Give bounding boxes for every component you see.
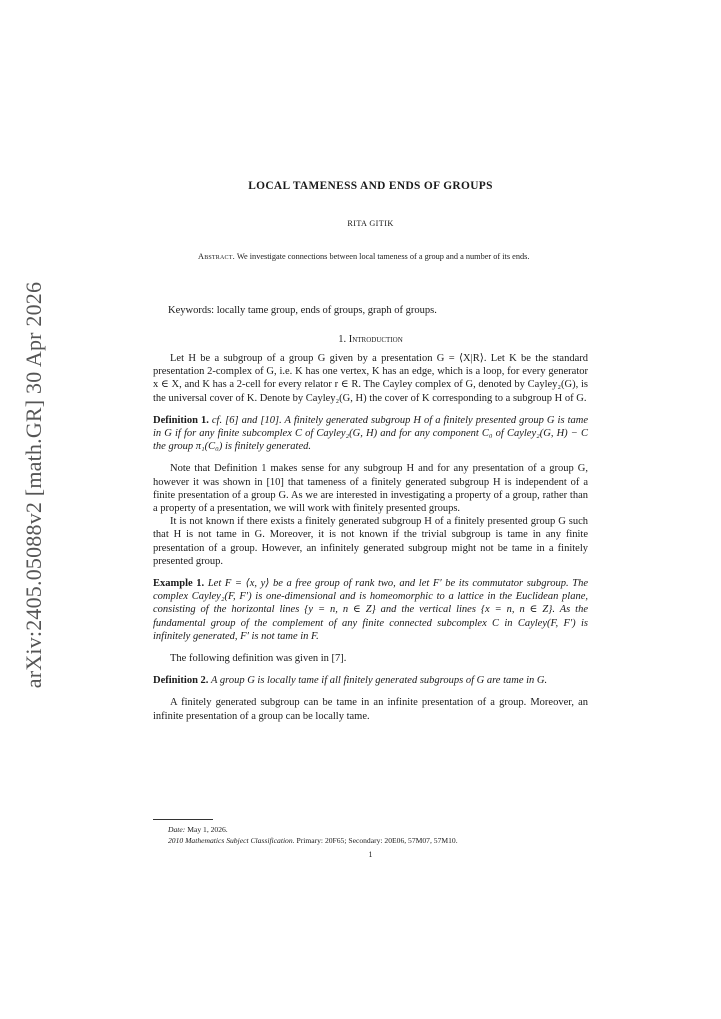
intro-paragraph-3: It is not known if there exists a finitely generated subgroup H of a finitely presented group G such that H is not tame in G. Moreover, it is not known if the trivial subgroup is tame in any finite presentation of a group. However, an infinitely generated subgroup might not be tame in a finitely presented group. <box>153 516 588 567</box>
definition-2 <box>153 674 588 687</box>
abstract <box>198 251 546 262</box>
arxiv-sidebar-stamp <box>8 281 60 689</box>
section-heading <box>153 334 588 345</box>
section-title: Introduction <box>348 334 403 345</box>
paper-title: LOCAL TAMENESS AND ENDS OF GROUPS <box>248 180 493 192</box>
section-body <box>153 352 588 723</box>
paper-author: RITA GITIK <box>347 219 394 228</box>
keywords-line: Keywords: locally tame group, ends of groups, graph of groups. <box>168 305 437 316</box>
section-number: 1. <box>338 334 347 345</box>
footnote-divider <box>153 819 213 820</box>
example-1 <box>153 577 588 643</box>
abstract-text: We investigate connections between local tameness of a group and a number of its ends. <box>236 252 530 261</box>
definition-1-label: Definition 1. <box>153 414 209 426</box>
footnote-msc <box>168 835 598 846</box>
intro-paragraph-4: The following definition was given in [7]. <box>170 653 347 665</box>
abstract-label: Abstract. <box>198 252 235 261</box>
page-number: 1 <box>368 850 373 859</box>
definition-1 <box>153 414 588 454</box>
footnotes <box>168 824 598 846</box>
footnote-date-value: May 1, 2026. <box>187 825 228 834</box>
footnote-msc-label: 2010 Mathematics Subject Classification. <box>168 836 295 845</box>
intro-paragraph-1: Let H be a subgroup of a group G given by a presentation G = ⟨X|R⟩. Let K be the standard presentation 2-complex of G, i.e. K has one vertex, K has an edge, which is a loop, for every generator x ∈ X, and K has a 2-cell for every relator r ∈ R. The Cayley complex of G, denoted by Cayley₂(G), is the universal cover of K. Denote by Cayley₂(G, H) the cover of K corresponding to a subgroup H of G. <box>153 353 588 404</box>
footnote-date-label: Date: <box>168 825 186 834</box>
definition-2-label: Definition 2. <box>153 675 209 687</box>
footnote-msc-value: Primary: 20F65; Secondary: 20E06, 57M07, 57M10. <box>296 836 458 845</box>
definition-1-text: cf. [6] and [10]. A finitely generated subgroup H of a finitely presented group G is tame in G if for any finite subcomplex C of Cayley₂(G, H) and for any component C₀ of Cayley₂(G, H) − C the group π₁(C₀) is finitely generated. <box>153 414 588 453</box>
intro-paragraph-5: A finitely generated subgroup can be tame in an infinite presentation of a group. Moreover, an infinite presentation of a group can be locally tame. <box>153 697 588 722</box>
intro-paragraph-2: Note that Definition 1 makes sense for any subgroup H and for any presentation of a group G, however it was shown in [10] that tameness of a finitely generated subgroup H is independent of a finite presentation of a group G. As we are interested in investigating a property of a group, rather than a property of a presentation, we will work with finitely presented groups. <box>153 463 588 515</box>
example-1-label: Example 1. <box>153 578 205 590</box>
example-1-text: Let F = ⟨x, y⟩ be a free group of rank two, and let F′ be its commutator subgroup. The complex Cayley₂(F, F′) is one-dimensional and is homeomorphic to a lattice in the Euclidean plane, consisting of the horizontal lines {y = n, n ∈ Z} and the vertical lines {x = n, n ∈ Z}. As the fundamental group of the complement of any finite connected subcomplex C in Cayley(F, F′) is infinitely generated, F′ is not tame in F. <box>153 578 589 642</box>
definition-2-text: A group G is locally tame if all finitely generated subgroups of G are tame in G. <box>211 675 548 687</box>
arxiv-identifier: arXiv:2405.05088v2 [math.GR] 30 Apr 2026 <box>21 281 46 689</box>
footnote-date <box>168 824 598 835</box>
